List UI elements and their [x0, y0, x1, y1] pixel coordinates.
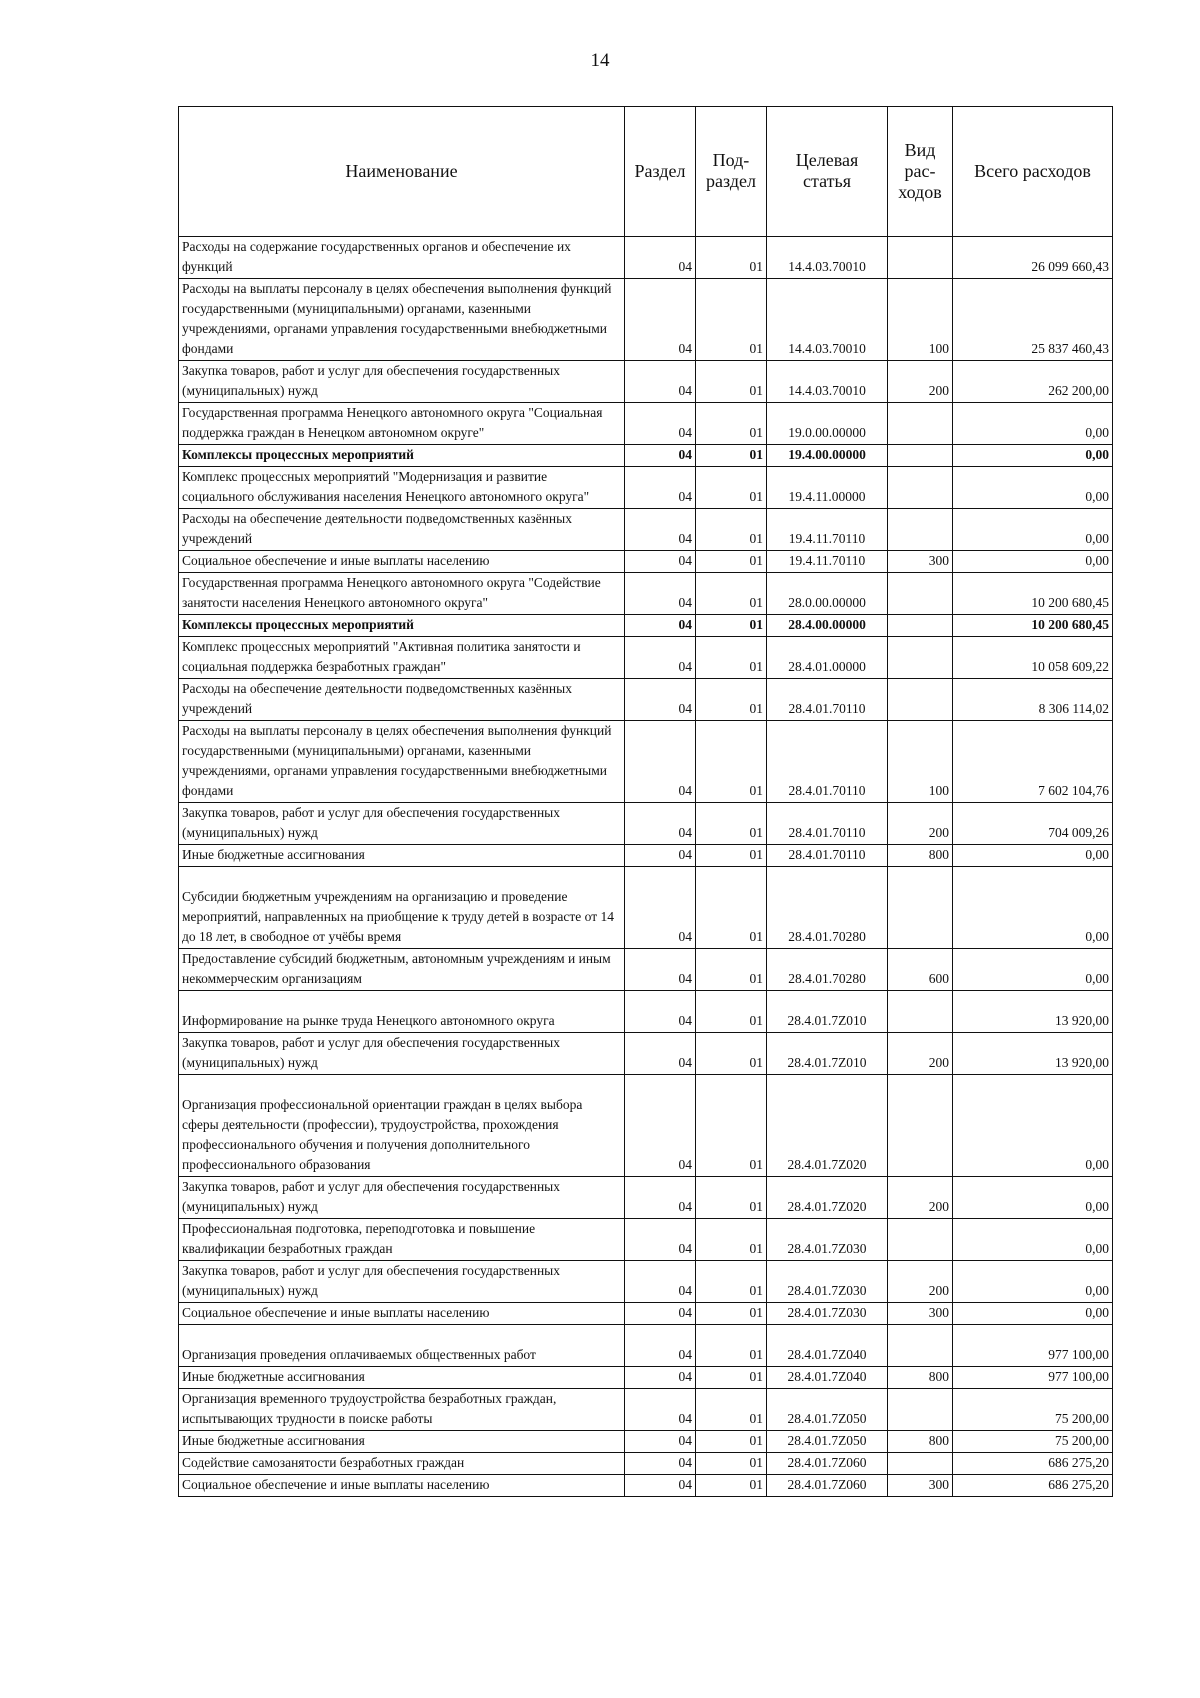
row-total: 0,00: [953, 403, 1113, 445]
row-subsection: 01: [696, 679, 767, 721]
table-row: [179, 1261, 1113, 1303]
row-kind: [888, 637, 953, 679]
row-target: 28.4.01.7Z040: [767, 1367, 888, 1389]
row-kind: [888, 1219, 953, 1261]
row-name: Расходы на обеспечение деятельности подведомственных казённых учреждений: [179, 509, 625, 551]
row-section: 04: [625, 1325, 696, 1367]
row-subsection: 01: [696, 637, 767, 679]
row-subsection: 01: [696, 721, 767, 803]
row-subsection: 01: [696, 1475, 767, 1497]
row-total: 26 099 660,43: [953, 237, 1113, 279]
row-target: 19.0.00.00000: [767, 403, 888, 445]
row-total: 0,00: [953, 845, 1113, 867]
row-name: Субсидии бюджетным учреждениям на организацию и проведение мероприятий, направленных на приобщение к труду детей в возрасте от 14 до 18 лет, в свободное от учёбы время: [179, 867, 625, 949]
row-subsection: 01: [696, 615, 767, 637]
row-kind: 100: [888, 721, 953, 803]
row-subsection: 01: [696, 1261, 767, 1303]
row-section: 04: [625, 637, 696, 679]
row-total: 686 275,20: [953, 1475, 1113, 1497]
row-kind: 100: [888, 279, 953, 361]
row-target: 28.4.01.7Z050: [767, 1389, 888, 1431]
row-subsection: 01: [696, 1303, 767, 1325]
row-name: Предоставление субсидий бюджетным, автономным учреждениям и иным некоммерческим организациям: [179, 949, 625, 991]
row-section: 04: [625, 803, 696, 845]
row-kind: [888, 867, 953, 949]
row-section: 04: [625, 573, 696, 615]
row-section: 04: [625, 1367, 696, 1389]
table-row: [179, 637, 1113, 679]
row-target: 28.4.01.7Z060: [767, 1475, 888, 1497]
row-kind: 200: [888, 1177, 953, 1219]
row-subsection: 01: [696, 1389, 767, 1431]
row-kind: 800: [888, 1431, 953, 1453]
budget-table: [178, 106, 1113, 1497]
row-name: Закупка товаров, работ и услуг для обеспечения государственных (муниципальных) нужд: [179, 1177, 625, 1219]
row-subsection: 01: [696, 1075, 767, 1177]
column-header-kind: Вид рас- ходов: [888, 107, 953, 237]
table-row: [179, 991, 1113, 1033]
row-name: Иные бюджетные ассигнования: [179, 845, 625, 867]
row-subsection: 01: [696, 1219, 767, 1261]
table-header-row: [179, 107, 1113, 237]
row-section: 04: [625, 1219, 696, 1261]
row-target: 28.4.01.7Z020: [767, 1177, 888, 1219]
table-row: [179, 845, 1113, 867]
table-row: [179, 551, 1113, 573]
table-row: [179, 1325, 1113, 1367]
row-kind: [888, 573, 953, 615]
row-section: 04: [625, 679, 696, 721]
row-subsection: 01: [696, 1325, 767, 1367]
row-section: 04: [625, 1261, 696, 1303]
table-row: [179, 445, 1113, 467]
row-name: Закупка товаров, работ и услуг для обеспечения государственных (муниципальных) нужд: [179, 361, 625, 403]
table-row: [179, 1475, 1113, 1497]
row-section: 04: [625, 721, 696, 803]
row-kind: [888, 445, 953, 467]
table-row: [179, 1453, 1113, 1475]
row-name: Содействие самозанятости безработных граждан: [179, 1453, 625, 1475]
row-kind: [888, 509, 953, 551]
row-name: Организация проведения оплачиваемых общественных работ: [179, 1325, 625, 1367]
row-section: 04: [625, 845, 696, 867]
table-row: [179, 615, 1113, 637]
row-total: 0,00: [953, 445, 1113, 467]
row-name: Профессиональная подготовка, переподготовка и повышение квалификации безработных граждан: [179, 1219, 625, 1261]
row-subsection: 01: [696, 867, 767, 949]
row-target: 28.4.01.7Z060: [767, 1453, 888, 1475]
table-row: [179, 1303, 1113, 1325]
row-section: 04: [625, 403, 696, 445]
table-row: [179, 1075, 1113, 1177]
row-total: 75 200,00: [953, 1431, 1113, 1453]
row-section: 04: [625, 991, 696, 1033]
table-row: [179, 403, 1113, 445]
row-target: 28.4.01.70280: [767, 949, 888, 991]
row-kind: [888, 467, 953, 509]
row-total: 13 920,00: [953, 991, 1113, 1033]
row-name: Расходы на обеспечение деятельности подведомственных казённых учреждений: [179, 679, 625, 721]
row-subsection: 01: [696, 1453, 767, 1475]
row-kind: 200: [888, 361, 953, 403]
table-row: [179, 679, 1113, 721]
row-total: 10 200 680,45: [953, 573, 1113, 615]
row-total: 10 200 680,45: [953, 615, 1113, 637]
row-target: 28.4.01.70110: [767, 679, 888, 721]
row-target: 19.4.11.70110: [767, 509, 888, 551]
row-name: Организация временного трудоустройства безработных граждан, испытывающих трудности в поиске работы: [179, 1389, 625, 1431]
row-name: Государственная программа Ненецкого автономного округа "Содействие занятости населения Ненецкого автономного округа": [179, 573, 625, 615]
table-row: [179, 949, 1113, 991]
row-name: Расходы на содержание государственных органов и обеспечение их функций: [179, 237, 625, 279]
column-header-section: Раздел: [625, 107, 696, 237]
row-total: 0,00: [953, 1261, 1113, 1303]
row-name: Государственная программа Ненецкого автономного округа "Социальная поддержка граждан в Ненецком автономном округе": [179, 403, 625, 445]
table-row: [179, 1389, 1113, 1431]
row-total: 977 100,00: [953, 1325, 1113, 1367]
row-subsection: 01: [696, 1367, 767, 1389]
row-total: 10 058 609,22: [953, 637, 1113, 679]
row-name: Закупка товаров, работ и услуг для обеспечения государственных (муниципальных) нужд: [179, 1033, 625, 1075]
row-section: 04: [625, 1475, 696, 1497]
table-row: [179, 1431, 1113, 1453]
row-name: Комплексы процессных мероприятий: [179, 445, 625, 467]
row-section: 04: [625, 1177, 696, 1219]
row-subsection: 01: [696, 1033, 767, 1075]
row-kind: [888, 1389, 953, 1431]
row-section: 04: [625, 1303, 696, 1325]
row-kind: [888, 1075, 953, 1177]
row-kind: 200: [888, 803, 953, 845]
row-total: 0,00: [953, 949, 1113, 991]
row-kind: [888, 679, 953, 721]
row-name: Иные бюджетные ассигнования: [179, 1431, 625, 1453]
row-section: 04: [625, 551, 696, 573]
table-row: [179, 1177, 1113, 1219]
row-target: 19.4.11.70110: [767, 551, 888, 573]
column-header-name: Наименование: [179, 107, 625, 237]
row-total: 704 009,26: [953, 803, 1113, 845]
row-total: 0,00: [953, 509, 1113, 551]
row-section: 04: [625, 867, 696, 949]
row-target: 14.4.03.70010: [767, 237, 888, 279]
row-target: 19.4.00.00000: [767, 445, 888, 467]
row-target: 28.4.01.00000: [767, 637, 888, 679]
row-target: 28.4.01.7Z040: [767, 1325, 888, 1367]
row-total: 0,00: [953, 1075, 1113, 1177]
row-subsection: 01: [696, 551, 767, 573]
row-subsection: 01: [696, 237, 767, 279]
row-total: 0,00: [953, 467, 1113, 509]
row-total: 0,00: [953, 867, 1113, 949]
table-row: [179, 237, 1113, 279]
row-section: 04: [625, 509, 696, 551]
row-name: Закупка товаров, работ и услуг для обеспечения государственных (муниципальных) нужд: [179, 1261, 625, 1303]
row-section: 04: [625, 237, 696, 279]
row-total: 13 920,00: [953, 1033, 1113, 1075]
table-row: [179, 867, 1113, 949]
row-name: Расходы на выплаты персоналу в целях обеспечения выполнения функций государственными (муниципальными) органами, казенными учреждениями, органами управления государственными внебюджетными фондами: [179, 721, 625, 803]
row-subsection: 01: [696, 1177, 767, 1219]
column-header-subsection: Под- раздел: [696, 107, 767, 237]
row-total: 0,00: [953, 1219, 1113, 1261]
row-target: 28.4.00.00000: [767, 615, 888, 637]
row-name: Закупка товаров, работ и услуг для обеспечения государственных (муниципальных) нужд: [179, 803, 625, 845]
row-section: 04: [625, 1431, 696, 1453]
row-section: 04: [625, 1389, 696, 1431]
row-subsection: 01: [696, 1431, 767, 1453]
row-kind: 800: [888, 1367, 953, 1389]
row-kind: [888, 237, 953, 279]
table-row: [179, 1219, 1113, 1261]
row-target: 28.4.01.7Z030: [767, 1219, 888, 1261]
row-target: 28.4.01.7Z010: [767, 1033, 888, 1075]
row-subsection: 01: [696, 279, 767, 361]
row-target: 28.4.01.7Z020: [767, 1075, 888, 1177]
row-target: 28.4.01.7Z030: [767, 1303, 888, 1325]
row-name: Организация профессиональной ориентации граждан в целях выбора сферы деятельности (профессии), трудоустройства, прохождения профессионального обучения и получения дополнительного профессионального образования: [179, 1075, 625, 1177]
row-subsection: 01: [696, 845, 767, 867]
row-subsection: 01: [696, 949, 767, 991]
row-kind: 300: [888, 551, 953, 573]
row-target: 28.4.01.70110: [767, 721, 888, 803]
row-total: 0,00: [953, 551, 1113, 573]
row-name: Информирование на рынке труда Ненецкого автономного округа: [179, 991, 625, 1033]
table-row: [179, 509, 1113, 551]
row-total: 686 275,20: [953, 1453, 1113, 1475]
row-kind: [888, 615, 953, 637]
row-target: 28.4.01.70280: [767, 867, 888, 949]
row-total: 262 200,00: [953, 361, 1113, 403]
row-name: Социальное обеспечение и иные выплаты населению: [179, 551, 625, 573]
row-kind: [888, 991, 953, 1033]
row-name: Комплекс процессных мероприятий "Активная политика занятости и социальная поддержка безработных граждан": [179, 637, 625, 679]
row-section: 04: [625, 445, 696, 467]
row-total: 0,00: [953, 1177, 1113, 1219]
row-section: 04: [625, 467, 696, 509]
row-subsection: 01: [696, 991, 767, 1033]
row-kind: [888, 1325, 953, 1367]
row-kind: 600: [888, 949, 953, 991]
row-kind: 200: [888, 1261, 953, 1303]
row-name: Комплексы процессных мероприятий: [179, 615, 625, 637]
row-total: 0,00: [953, 1303, 1113, 1325]
row-kind: 200: [888, 1033, 953, 1075]
column-header-target: Целевая статья: [767, 107, 888, 237]
table-body: [179, 237, 1113, 1497]
row-section: 04: [625, 1453, 696, 1475]
row-total: 25 837 460,43: [953, 279, 1113, 361]
row-total: 75 200,00: [953, 1389, 1113, 1431]
row-subsection: 01: [696, 509, 767, 551]
table-row: [179, 361, 1113, 403]
row-subsection: 01: [696, 403, 767, 445]
row-kind: 800: [888, 845, 953, 867]
table-row: [179, 467, 1113, 509]
row-target: 14.4.03.70010: [767, 361, 888, 403]
table-row: [179, 279, 1113, 361]
row-name: Социальное обеспечение и иные выплаты населению: [179, 1475, 625, 1497]
table-row: [179, 803, 1113, 845]
row-subsection: 01: [696, 445, 767, 467]
row-name: Расходы на выплаты персоналу в целях обеспечения выполнения функций государственными (муниципальными) органами, казенными учреждениями, органами управления государственными внебюджетными фондами: [179, 279, 625, 361]
row-section: 04: [625, 279, 696, 361]
row-section: 04: [625, 1033, 696, 1075]
row-name: Комплекс процессных мероприятий "Модернизация и развитие социального обслуживания населения Ненецкого автономного округа": [179, 467, 625, 509]
table-row: [179, 1367, 1113, 1389]
row-section: 04: [625, 949, 696, 991]
row-target: 28.4.01.70110: [767, 803, 888, 845]
row-target: 28.4.01.7Z030: [767, 1261, 888, 1303]
row-kind: 300: [888, 1475, 953, 1497]
row-total: 977 100,00: [953, 1367, 1113, 1389]
row-name: Социальное обеспечение и иные выплаты населению: [179, 1303, 625, 1325]
table-row: [179, 573, 1113, 615]
row-section: 04: [625, 361, 696, 403]
row-target: 28.0.00.00000: [767, 573, 888, 615]
row-subsection: 01: [696, 803, 767, 845]
table-row: [179, 1033, 1113, 1075]
row-target: 14.4.03.70010: [767, 279, 888, 361]
row-target: 28.4.01.70110: [767, 845, 888, 867]
row-section: 04: [625, 615, 696, 637]
row-subsection: 01: [696, 467, 767, 509]
row-name: Иные бюджетные ассигнования: [179, 1367, 625, 1389]
row-total: 8 306 114,02: [953, 679, 1113, 721]
row-target: 28.4.01.7Z050: [767, 1431, 888, 1453]
row-total: 7 602 104,76: [953, 721, 1113, 803]
row-kind: 300: [888, 1303, 953, 1325]
row-target: 28.4.01.7Z010: [767, 991, 888, 1033]
row-kind: [888, 1453, 953, 1475]
table-row: [179, 721, 1113, 803]
row-kind: [888, 403, 953, 445]
row-section: 04: [625, 1075, 696, 1177]
row-subsection: 01: [696, 573, 767, 615]
row-subsection: 01: [696, 361, 767, 403]
row-target: 19.4.11.00000: [767, 467, 888, 509]
page-number: 14: [590, 50, 610, 71]
column-header-total: Всего расходов: [953, 107, 1113, 237]
